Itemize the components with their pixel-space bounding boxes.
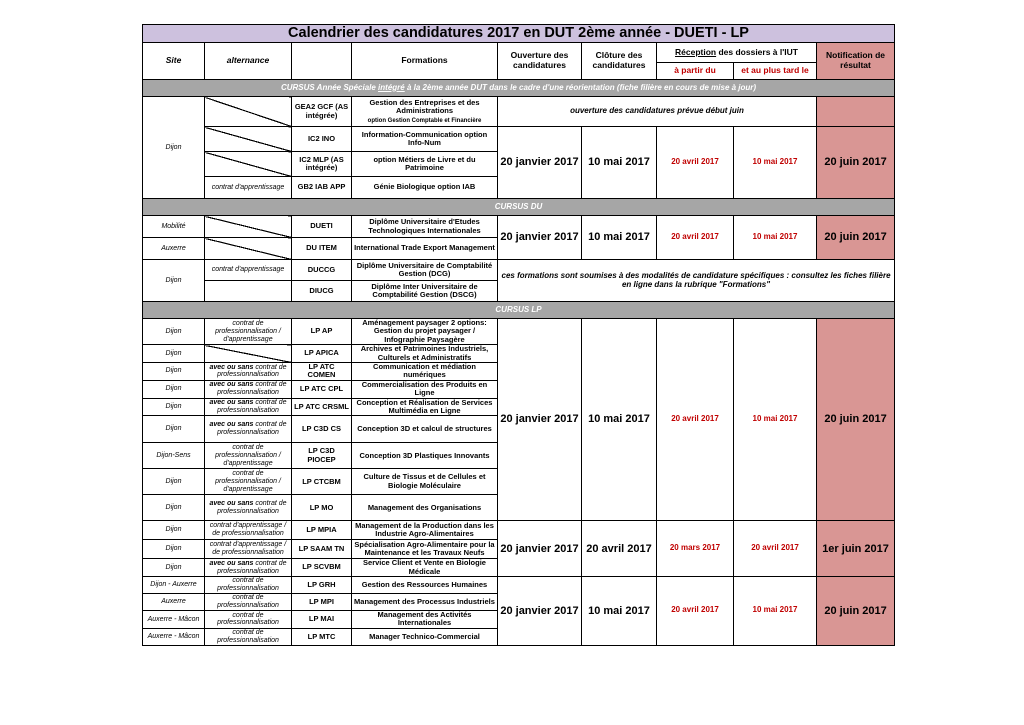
lp2-site-1: Dijon bbox=[143, 540, 205, 559]
lp1-code-3: LP ATC CPL bbox=[292, 380, 352, 398]
lp1-alt-5 bbox=[205, 416, 292, 443]
du-alt-3 bbox=[205, 281, 292, 302]
as-alt-2 bbox=[205, 152, 292, 177]
lp1-alt-4 bbox=[205, 398, 292, 416]
alt-text: contrat d'apprentissage / de professionnalisation bbox=[209, 541, 287, 557]
lp1-form-8: Management des Organisations bbox=[352, 495, 498, 521]
lp1-form-6: Conception 3D Plastiques Innovants bbox=[352, 443, 498, 469]
du-form-1: International Trade Export Management bbox=[352, 238, 498, 260]
cursus-as-emph: intégré bbox=[378, 82, 405, 92]
lp1-form-4: Conception et Réalisation de Services Multimédia en Ligne bbox=[352, 398, 498, 416]
lp2-alt-2 bbox=[205, 559, 292, 577]
alt-text: contrat de professionnalisation bbox=[217, 594, 279, 610]
calendar-table bbox=[142, 24, 895, 646]
as-a-partir: 20 avril 2017 bbox=[657, 127, 734, 199]
du-alt-0 bbox=[205, 216, 292, 238]
lp1-code-4: LP ATC CRSML bbox=[292, 398, 352, 416]
lp1-site-5: Dijon bbox=[143, 416, 205, 443]
lp2-form-1: Spécialisation Agro-Alimentaire pour la Maintenance et les Travaux Neufs bbox=[352, 540, 498, 559]
alt-avec-ou-sans: avec ou sans bbox=[209, 363, 254, 371]
du-code-2: DUCCG bbox=[292, 260, 352, 281]
as-code-1: IC2 INO bbox=[292, 127, 352, 152]
as-alt-0 bbox=[205, 97, 292, 127]
lp3-a-partir: 20 avril 2017 bbox=[657, 577, 734, 646]
lp3-cloture: 10 mai 2017 bbox=[582, 577, 657, 646]
lp2-a-partir: 20 mars 2017 bbox=[657, 521, 734, 577]
lp3-code-0: LP GRH bbox=[292, 577, 352, 594]
du-code-0: DUETI bbox=[292, 216, 352, 238]
lp3-alt-2 bbox=[205, 611, 292, 629]
lp1-site-1: Dijon bbox=[143, 345, 205, 363]
as-code-2: IC2 MLP (AS intégrée) bbox=[292, 152, 352, 177]
lp1-site-6: Dijon-Sens bbox=[143, 443, 205, 469]
lp3-code-1: LP MPI bbox=[292, 594, 352, 611]
lp-row bbox=[143, 577, 895, 594]
alt-text: contrat de professionnalisation / d'apprentissage bbox=[215, 444, 281, 467]
du-code-1: DU ITEM bbox=[292, 238, 352, 260]
lp2-site-0: Dijon bbox=[143, 521, 205, 540]
lp3-site-3: Auxerre - Mâcon bbox=[143, 628, 205, 645]
as-plus-tard: 10 mai 2017 bbox=[734, 127, 817, 199]
lp1-site-8: Dijon bbox=[143, 495, 205, 521]
lp2-site-2: Dijon bbox=[143, 559, 205, 577]
lp2-form-2: Service Client et Vente en Biologie Médicale bbox=[352, 559, 498, 577]
as-form-2: option Métiers de Livre et du Patrimoine bbox=[352, 152, 498, 177]
lp1-code-5: LP C3D CS bbox=[292, 416, 352, 443]
as-form-3: Génie Biologique option IAB bbox=[352, 177, 498, 199]
lp3-site-2: Auxerre - Mâcon bbox=[143, 611, 205, 629]
lp3-alt-1 bbox=[205, 594, 292, 611]
alt-aos-rest: contrat de professionnalisation bbox=[217, 499, 287, 515]
lp1-alt-8 bbox=[205, 495, 292, 521]
lp1-cloture: 10 mai 2017 bbox=[582, 319, 657, 521]
alt-aos-rest: contrat de professionnalisation bbox=[217, 421, 287, 437]
alt-avec-ou-sans: avec ou sans bbox=[209, 499, 254, 507]
header-site: Site bbox=[143, 43, 205, 80]
lp3-notification: 20 juin 2017 bbox=[817, 577, 895, 646]
lp3-alt-3 bbox=[205, 628, 292, 645]
du-a-partir: 20 avril 2017 bbox=[657, 216, 734, 260]
lp1-code-0: LP AP bbox=[292, 319, 352, 345]
du-alt-1 bbox=[205, 238, 292, 260]
lp3-form-0: Gestion des Ressources Humaines bbox=[352, 577, 498, 594]
alt-avec-ou-sans: avec ou sans bbox=[209, 559, 254, 567]
lp1-site-7: Dijon bbox=[143, 469, 205, 495]
lp3-form-2: Management des Activités Internationales bbox=[352, 611, 498, 629]
lp1-site-0: Dijon bbox=[143, 319, 205, 345]
lp3-code-3: LP MTC bbox=[292, 628, 352, 645]
as-notif-top bbox=[817, 97, 895, 127]
lp1-form-0: Aménagement paysager 2 options: Gestion du projet paysager / Infographie Paysagère bbox=[352, 319, 498, 345]
lp1-site-4: Dijon bbox=[143, 398, 205, 416]
alt-aos-rest: contrat de professionnalisation bbox=[217, 559, 287, 575]
cursus-lp-banner: CURSUS LP bbox=[143, 302, 895, 319]
lp2-ouverture: 20 janvier 2017 bbox=[498, 521, 582, 577]
cursus-as-suffix: à la 2ème année DUT dans le cadre d'une réorientation (fiche filière en cours de mise à jour) bbox=[404, 82, 757, 92]
header-cloture: Clôture des candidatures bbox=[582, 43, 657, 80]
as-code-3: GB2 IAB APP bbox=[292, 177, 352, 199]
lp3-site-1: Auxerre bbox=[143, 594, 205, 611]
cursus-as-banner bbox=[143, 80, 895, 97]
lp1-site-3: Dijon bbox=[143, 380, 205, 398]
lp-body bbox=[143, 319, 895, 646]
alt-text: contrat de professionnalisation bbox=[217, 629, 279, 644]
lp1-notification: 20 juin 2017 bbox=[817, 319, 895, 521]
header-code-blank bbox=[292, 43, 352, 80]
alt-aos-rest: contrat de professionnalisation bbox=[217, 363, 287, 379]
lp2-code-2: LP SCVBM bbox=[292, 559, 352, 577]
lp1-code-2: LP ATC COMEN bbox=[292, 362, 352, 380]
as-form-0 bbox=[352, 97, 498, 127]
du-site-2: Dijon bbox=[143, 260, 205, 302]
du-cloture: 10 mai 2017 bbox=[582, 216, 657, 260]
header-alternance: alternance bbox=[205, 43, 292, 80]
lp2-code-0: LP MPIA bbox=[292, 521, 352, 540]
du-alt-2: contrat d'apprentissage bbox=[205, 260, 292, 281]
as-code-0: GEA2 GCF (AS intégrée) bbox=[292, 97, 352, 127]
lp2-cloture: 20 avril 2017 bbox=[582, 521, 657, 577]
lp1-code-1: LP APICA bbox=[292, 345, 352, 363]
lp1-code-8: LP MO bbox=[292, 495, 352, 521]
lp2-alt-1 bbox=[205, 540, 292, 559]
lp2-alt-0 bbox=[205, 521, 292, 540]
lp1-form-2: Communication et médiation numériques bbox=[352, 362, 498, 380]
cursus-as-prefix: CURSUS Année Spéciale bbox=[280, 82, 379, 92]
alt-aos-rest: contrat de professionnalisation bbox=[217, 381, 287, 397]
du-form-2: Diplôme Universitaire de Comptabilité Gestion (DCG) bbox=[352, 260, 498, 281]
lp1-a-partir: 20 avril 2017 bbox=[657, 319, 734, 521]
lp3-site-0: Dijon - Auxerre bbox=[143, 577, 205, 594]
lp1-alt-2 bbox=[205, 362, 292, 380]
lp3-form-3: Manager Technico-Commercial bbox=[352, 628, 498, 645]
header-reception-a: Réception bbox=[675, 46, 717, 57]
lp3-form-1: Management des Processus Industriels bbox=[352, 594, 498, 611]
lp2-code-1: LP SAAM TN bbox=[292, 540, 352, 559]
lp-row bbox=[143, 521, 895, 540]
lp1-form-3: Commercialisation des Produits en Ligne bbox=[352, 380, 498, 398]
header-reception bbox=[657, 43, 817, 63]
header-formations: Formations bbox=[352, 43, 498, 80]
alt-text: contrat de professionnalisation / d'apprentissage bbox=[215, 470, 281, 493]
header-notification: Notification de résultat bbox=[817, 43, 895, 80]
lp3-alt-0 bbox=[205, 577, 292, 594]
du-form-0: Diplôme Universitaire d'Etudes Technologiques Internationales bbox=[352, 216, 498, 238]
lp1-ouverture: 20 janvier 2017 bbox=[498, 319, 582, 521]
lp1-site-2: Dijon bbox=[143, 362, 205, 380]
lp1-form-7: Culture de Tissus et de Cellules et Biologie Moléculaire bbox=[352, 469, 498, 495]
header-ouverture: Ouverture des candidatures bbox=[498, 43, 582, 80]
header-plus-tard: et au plus tard le bbox=[734, 63, 817, 80]
alt-text: contrat de professionnalisation / d'apprentissage bbox=[215, 319, 281, 343]
alt-avec-ou-sans: avec ou sans bbox=[209, 381, 254, 389]
lp-row bbox=[143, 319, 895, 345]
as-cloture: 10 mai 2017 bbox=[582, 127, 657, 199]
lp2-form-0: Management de la Production dans les Industrie Agro-Alimentaires bbox=[352, 521, 498, 540]
lp1-alt-3 bbox=[205, 380, 292, 398]
du-code-3: DIUCG bbox=[292, 281, 352, 302]
lp2-notification: 1er juin 2017 bbox=[817, 521, 895, 577]
lp3-ouverture: 20 janvier 2017 bbox=[498, 577, 582, 646]
lp1-alt-0 bbox=[205, 319, 292, 345]
lp2-plus-tard: 20 avril 2017 bbox=[734, 521, 817, 577]
du-notification: 20 juin 2017 bbox=[817, 216, 895, 260]
alt-text: contrat d'apprentissage / de professionnalisation bbox=[209, 522, 287, 538]
alt-text: contrat de professionnalisation bbox=[217, 611, 279, 627]
alt-text: contrat de professionnalisation bbox=[217, 577, 279, 593]
lp1-alt-1 bbox=[205, 345, 292, 363]
as-site: Dijon bbox=[143, 97, 205, 199]
as-form-0-main: Gestion des Entreprises et des Administrations bbox=[369, 97, 480, 116]
du-site-1: Auxerre bbox=[143, 238, 205, 260]
as-form-0-small: option Gestion Comptable et Financière bbox=[367, 117, 482, 124]
alt-avec-ou-sans: avec ou sans bbox=[209, 399, 254, 407]
header-a-partir: à partir du bbox=[657, 63, 734, 80]
du-site-0: Mobilité bbox=[143, 216, 205, 238]
alt-aos-rest: contrat de professionnalisation bbox=[217, 399, 287, 414]
header-reception-b: des dossiers à l'IUT bbox=[716, 46, 798, 57]
lp1-alt-6 bbox=[205, 443, 292, 469]
calendar-sheet bbox=[142, 24, 894, 662]
lp1-form-1: Archives et Patrimoines Industriels, Culturels et Administratifs bbox=[352, 345, 498, 363]
lp3-plus-tard: 10 mai 2017 bbox=[734, 577, 817, 646]
as-notification: 20 juin 2017 bbox=[817, 127, 895, 199]
du-ouverture: 20 janvier 2017 bbox=[498, 216, 582, 260]
as-ouverture: 20 janvier 2017 bbox=[498, 127, 582, 199]
alt-avec-ou-sans: avec ou sans bbox=[209, 421, 254, 429]
cursus-du-banner: CURSUS DU bbox=[143, 199, 895, 216]
du-plus-tard: 10 mai 2017 bbox=[734, 216, 817, 260]
lp1-alt-7 bbox=[205, 469, 292, 495]
page-title: Calendrier des candidatures 2017 en DUT 2ème année - DUETI - LP bbox=[143, 25, 895, 43]
lp1-plus-tard: 10 mai 2017 bbox=[734, 319, 817, 521]
lp1-code-6: LP C3D PIOCEP bbox=[292, 443, 352, 469]
as-form-1: Information-Communication option Info-Num bbox=[352, 127, 498, 152]
as-note: ouverture des candidatures prévue début juin bbox=[498, 97, 817, 127]
du-form-3: Diplôme Inter Universitaire de Comptabilité Gestion (DSCG) bbox=[352, 281, 498, 302]
lp1-code-7: LP CTCBM bbox=[292, 469, 352, 495]
lp1-form-5: Conception 3D et calcul de structures bbox=[352, 416, 498, 443]
du-note: ces formations sont soumises à des modalités de candidature spécifiques : consultez les fiches filière en ligne dans la rubrique "Formations" bbox=[498, 260, 895, 302]
as-alt-1 bbox=[205, 127, 292, 152]
lp3-code-2: LP MAI bbox=[292, 611, 352, 629]
as-alt-3: contrat d'apprentissage bbox=[205, 177, 292, 199]
